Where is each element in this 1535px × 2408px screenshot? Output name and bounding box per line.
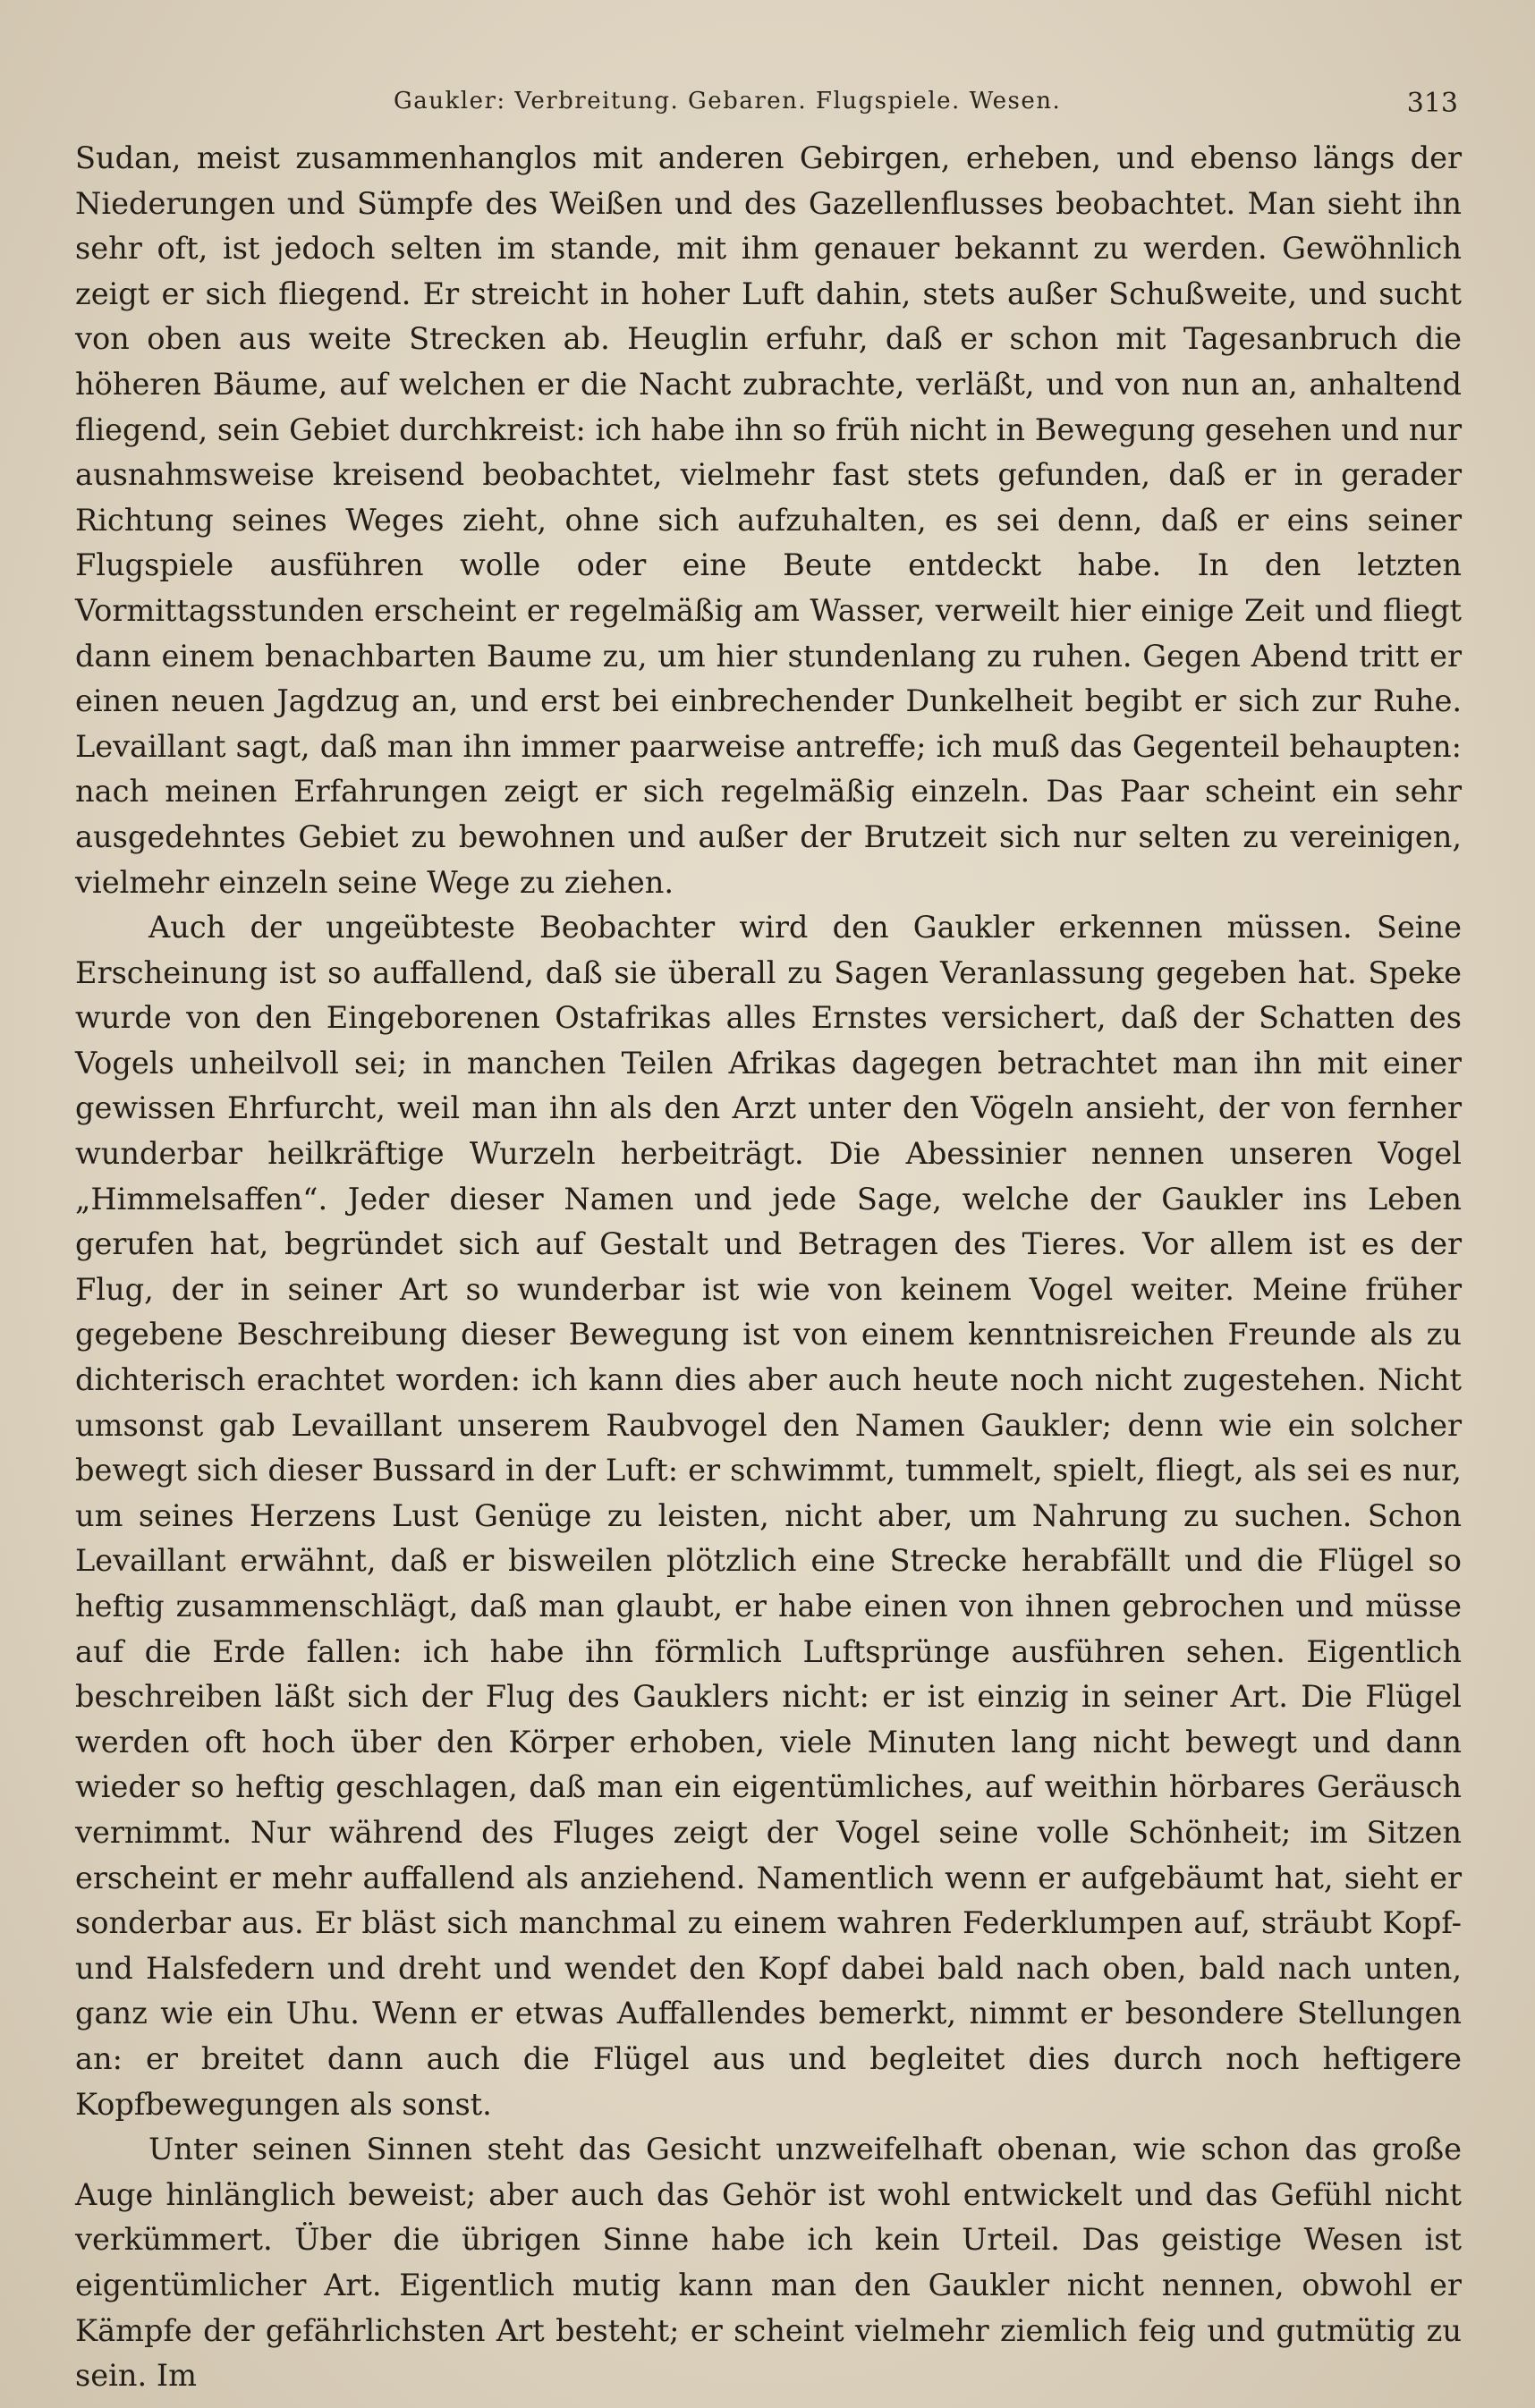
paragraph-2: Auch der ungeübteste Beobachter wird den Gaukler erkennen müssen. Seine Erscheinung ist so auffallend, daß sie überall zu Sagen Veranlassung gegeben hat. Speke wurde von den Eingeborenen Ostafrikas alles Ernstes versichert, daß der Schatten des Vogels unheilvoll sei; in manchen Teilen Afrikas dagegen betrachtet man ihn mit einer gewissen Ehrfurcht, weil man ihn als den Arzt unter den Vögeln ansieht, der von fernher wunderbar heilkräftige Wurzeln herbeiträgt. Die Abessinier nennen unseren Vogel „Himmelsaffen“. Jeder dieser Namen und jede Sage, welche der Gaukler ins Leben gerufen hat, begründet sich auf Gestalt und Betragen des Tieres. Vor allem ist es der Flug, der in seiner Art so wunderbar ist wie von keinem Vogel weiter. Meine früher gegebene Beschreibung dieser Bewegung ist von einem kenntnisreichen Freunde als zu dichterisch erachtet worden: ich kann dies aber auch heute noch nicht zugestehen. Nicht umsonst gab Levaillant unserem Raubvogel den Namen Gaukler; denn wie ein solcher bewegt sich dieser Bussard in der Luft: er schwimmt, tummelt, spielt, fliegt, als sei es nur, um seines Herzens Lust Genüge zu leisten, nicht aber, um Nahrung zu suchen. Schon Levaillant erwähnt, daß er bisweilen plötzlich eine Strecke herabfällt und die Flügel so heftig zusammenschlägt, daß man glaubt, er habe einen von ihnen gebrochen und müsse auf die Erde fallen: ich habe ihn förmlich Luftsprünge ausführen sehen. Eigentlich beschreiben läßt sich der Flug des Gauklers nicht: er ist einzig in seiner Art. Die Flügel werden oft hoch über den Körper erhoben, viele Minuten lang nicht bewegt und dann wieder so heftig geschlagen, daß man ein eigentümliches, auf weithin hörbares Geräusch vernimmt. Nur während des Fluges zeigt der Vogel seine volle Schönheit; im Sitzen erscheint er mehr auffallend als anziehend. Namentlich wenn er aufgebäumt hat, sieht er sonderbar aus. Er bläst sich manchmal zu einem wahren Federklumpen auf, sträubt Kopf- und Halsfedern und dreht und wendet den Kopf dabei bald nach oben, bald nach unten, ganz wie ein Uhu. Wenn er etwas Auffallendes bemerkt, nimmt er besondere Stellungen an: er breitet dann auch die Flügel aus und begleitet dies durch noch heftigere Kopfbewegungen als sonst. xyxy=(75,910,1462,2122)
page-header xyxy=(394,88,1458,127)
body-text xyxy=(75,136,1462,2399)
paragraph-3: Unter seinen Sinnen steht das Gesicht unzweifelhaft obenan, wie schon das große Auge hinlänglich beweist; aber auch das Gehör ist wohl entwickelt und das Gefühl nicht verkümmert. Über die übrigen Sinne habe ich kein Urteil. Das geistige Wesen ist eigentümlicher Art. Eigentlich mutig kann man den Gaukler nicht nennen, obwohl er Kämpfe der gefährlichsten Art besteht; er scheint vielmehr ziemlich feig und gutmütig zu sein. Im xyxy=(75,2132,1462,2394)
running-head: Gaukler: Verbreitung. Gebaren. Flugspiele. Wesen. xyxy=(394,88,1062,114)
paragraph-1: Sudan, meist zusammenhanglos mit anderen Gebirgen, erheben, und ebenso längs der Niederungen und Sümpfe des Weißen und des Gazellenflusses beobachtet. Man sieht ihn sehr oft, ist jedoch selten im stande, mit ihm genauer bekannt zu werden. Gewöhnlich zeigt er sich fliegend. Er streicht in hoher Luft dahin, stets außer Schußweite, und sucht von oben aus weite Strecken ab. Heuglin erfuhr, daß er schon mit Tagesanbruch die höheren Bäume, auf welchen er die Nacht zubrachte, verläßt, und von nun an, anhaltend fliegend, sein Gebiet durchkreist: ich habe ihn so früh nicht in Bewegung gesehen und nur ausnahmsweise kreisend beobachtet, vielmehr fast stets gefunden, daß er in gerader Richtung seines Weges zieht, ohne sich aufzuhalten, es sei denn, daß er eins seiner Flugspiele ausführen wolle oder eine Beute entdeckt habe. In den letzten Vormittagsstunden erscheint er regelmäßig am Wasser, verweilt hier einige Zeit und fliegt dann einem benachbarten Baume zu, um hier stundenlang zu ruhen. Gegen Abend tritt er einen neuen Jagdzug an, und erst bei einbrechender Dunkelheit begibt er sich zur Ruhe. Levaillant sagt, daß man ihn immer paarweise antreffe; ich muß das Gegenteil behaupten: nach meinen Erfahrungen zeigt er sich regelmäßig einzeln. Das Paar scheint ein sehr ausgedehntes Gebiet zu bewohnen und außer der Brutzeit sich nur selten zu vereinigen, vielmehr einzeln seine Wege zu ziehen. xyxy=(75,140,1462,900)
page-number: 313 xyxy=(1406,88,1458,119)
